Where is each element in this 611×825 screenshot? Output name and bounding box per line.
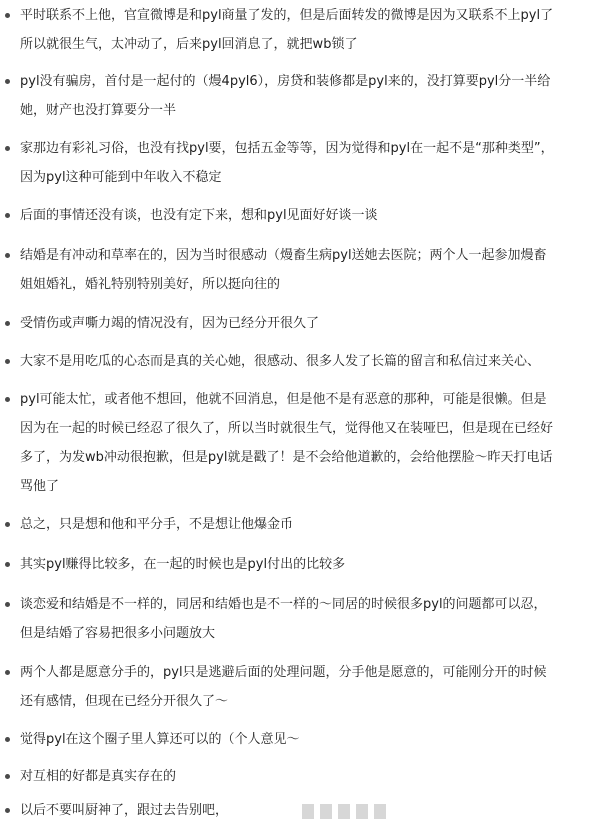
bullet-icon xyxy=(5,397,10,402)
obscured-glyph xyxy=(338,804,350,819)
bullet-icon xyxy=(5,146,10,151)
bullet-icon xyxy=(5,13,10,18)
list-item-text: 其实pyl赚得比较多，在一起的时候也是pyl付出的比较多 xyxy=(20,557,346,572)
list-item-text: pyl可能太忙，或者他不想回，他就不回消息，但是他不是有恶意的那种，可能是很懒。但是 因为在一起的时候已经忍了很久了，所以当时就很生气，觉得他又在装哑巴，但是现在已经好 多了，为发wb冲动很抱歉，但是pyl就是戳了！是不会给他道歉的，会给他摆脸～昨天打电话 骂他了 xyxy=(20,392,554,494)
bullet-icon xyxy=(5,359,10,364)
bullet-icon xyxy=(5,522,10,527)
bullet-icon xyxy=(5,808,10,813)
list-item-text: 对互相的好都是真实存在的 xyxy=(20,769,177,784)
bullet-icon xyxy=(5,737,10,742)
list-item-text: 谈恋爱和结婚是不一样的，同居和结婚也是不一样的～同居的时候很多pyl的问题都可以忍， 但是结婚了容易把很多小问题放大 xyxy=(20,597,547,641)
obscured-glyph xyxy=(302,804,314,819)
list-item-text: 后面的事情还没有谈，也没有定下来，想和pyl见面好好谈一谈 xyxy=(20,208,378,223)
bullet-icon xyxy=(5,562,10,567)
obscured-glyph xyxy=(356,804,368,819)
bullet-icon xyxy=(5,670,10,675)
list-item-text: 大家不是用吃瓜的心态而是真的关心她，很感动、很多人发了长篇的留言和私信过来关心、 xyxy=(20,354,541,369)
bullet-icon xyxy=(5,321,10,326)
list-item-text: 结婚是有冲动和草率在的，因为当时很感动（熳畜生病pyl送她去医院；两个人一起参加熳畜 姐姐婚礼，婚礼特别特别美好，所以挺向往的 xyxy=(20,248,547,292)
list-item-text: 受情伤或声嘶力竭的情况没有，因为已经分开很久了 xyxy=(20,316,320,331)
list-item-text: 觉得pyl在这个圈子里人算还可以的（个人意见～ xyxy=(20,732,300,747)
list-item-text: 平时联系不上他，官宣微博是和pyl商量了发的，但是后面转发的微博是因为又联系不上pyl了 所以就很生气，太冲动了，后来pyl回消息了，就把wb锁了 xyxy=(20,8,554,52)
list-item-text: 总之，只是想和他和平分手，不是想让他爆金币 xyxy=(20,517,294,532)
obscured-glyph xyxy=(320,804,332,819)
obscured-glyph xyxy=(374,804,386,819)
bullet-icon xyxy=(5,79,10,84)
bullet-icon xyxy=(5,213,10,218)
bullet-icon xyxy=(5,774,10,779)
list-item-text: 以后不要叫厨神了，跟过去告别吧， xyxy=(20,803,229,818)
obscured-text-region xyxy=(298,796,398,825)
list-item-text: pyl没有骗房，首付是一起付的（熳4pyl6），房贷和装修都是pyl来的，没打算要pyl分一半给 她，财产也没打算要分一半 xyxy=(20,74,551,118)
bullet-icon xyxy=(5,602,10,607)
bullet-icon xyxy=(5,253,10,258)
list-item-text: 家那边有彩礼习俗，也没有找pyl要，包括五金等等，因为觉得和pyl在一起不是“那种类型”， 因为pyl这种可能到中年收入不稳定 xyxy=(20,141,554,185)
list-item-text: 两个人都是愿意分手的，pyl只是逃避后面的处理问题，分手他是愿意的，可能刚分开的时候 还有感情，但现在已经分开很久了～ xyxy=(20,665,547,709)
